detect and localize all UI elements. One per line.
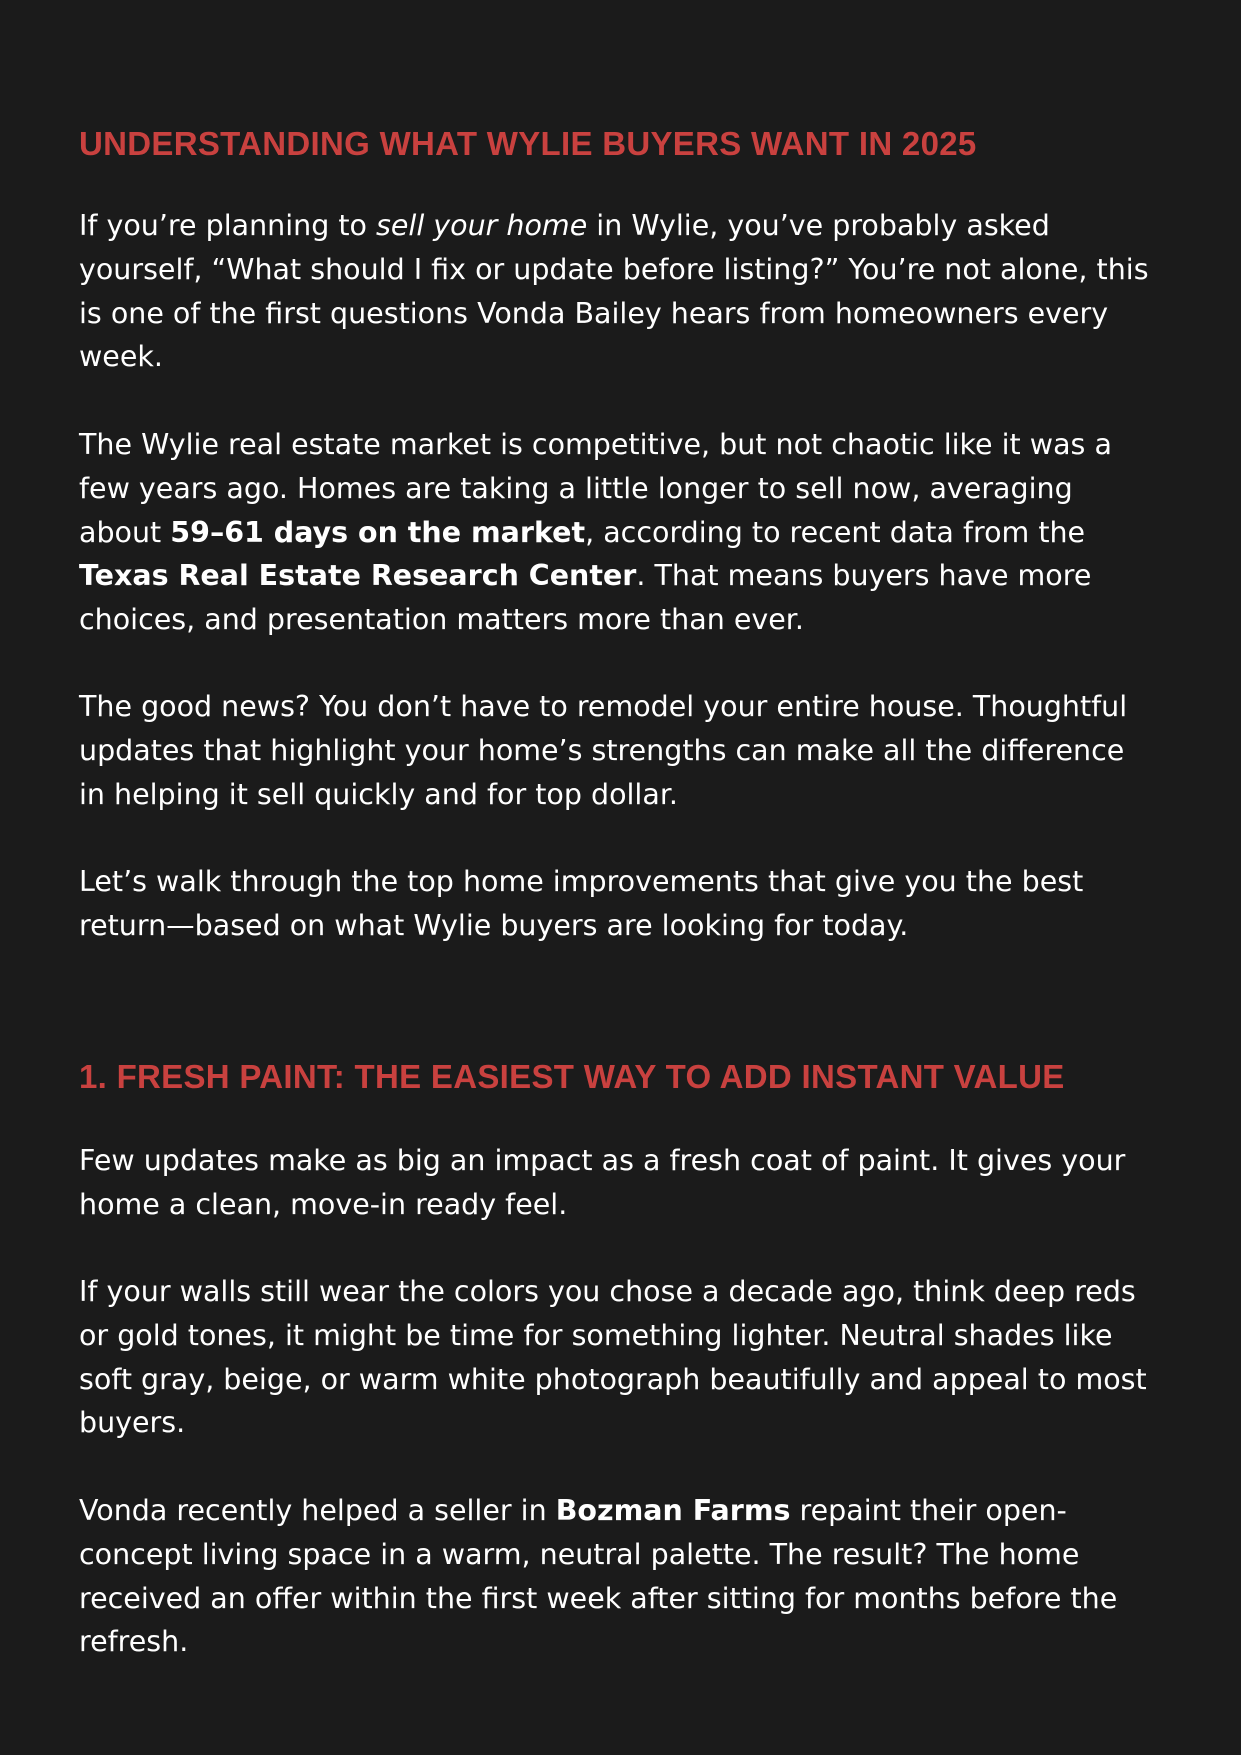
text-line: in helping it sell quickly and for top dollar.	[79, 777, 678, 811]
text-line: Let’s walk through the top home improvements that give you the best	[79, 865, 1084, 898]
neutral-colors-paragraph	[79, 1270, 1147, 1445]
market-paragraph	[79, 423, 1112, 642]
text-line: soft gray, beige, or warm white photograph beautifully and appeal to most	[79, 1362, 1147, 1396]
text-line: Few updates make as big an impact as a fresh coat of paint. It gives your	[79, 1144, 1126, 1177]
text-line: The good news? You don’t have to remodel your entire house. Thoughtful	[79, 690, 1128, 723]
text-run: . That means buyers have more	[636, 559, 1092, 593]
section-heading-buyers-2025: UNDERSTANDING WHAT WYLIE BUYERS WANT IN 2025	[79, 125, 977, 162]
text-line: yourself, “What should I fix or update before listing?” You’re not alone, this	[79, 252, 1149, 286]
text-run: about	[79, 515, 171, 549]
section-heading-fresh-paint: 1. FRESH PAINT: THE EASIEST WAY TO ADD INSTANT VALUE	[79, 1058, 1065, 1095]
text-run: Vonda recently helped a seller in	[79, 1494, 556, 1527]
text-line: received an offer within the first week after sitting for months before the	[79, 1581, 1118, 1615]
bozman-farms-paragraph	[79, 1489, 1117, 1664]
intro-paragraph	[79, 204, 1149, 379]
bold-research-center: Texas Real Estate Research Center	[79, 559, 637, 593]
paint-impact-paragraph	[79, 1139, 1125, 1227]
text-line: refresh.	[79, 1625, 189, 1659]
text-run: If you’re planning to	[79, 209, 377, 242]
text-line: concept living space in a warm, neutral palette. The result? The home	[79, 1537, 1080, 1571]
text-line: updates that highlight your home’s strengths can make all the difference	[79, 733, 1125, 767]
bold-bozman-farms: Bozman Farms	[555, 1494, 791, 1527]
text-line: The Wylie real estate market is competitive, but not chaotic like it was a	[79, 428, 1112, 461]
emphasis-sell-your-home: sell your home	[376, 209, 588, 242]
text-line: week.	[79, 340, 163, 374]
text-line: home a clean, move-in ready feel.	[79, 1187, 568, 1221]
text-run: in Wylie, you’ve probably asked	[587, 209, 1050, 242]
text-line: or gold tones, it might be time for something lighter. Neutral shades like	[79, 1318, 1113, 1352]
walkthrough-paragraph	[79, 860, 1083, 948]
text-line: buyers.	[79, 1406, 186, 1440]
text-line: return—based on what Wylie buyers are looking for today.	[79, 908, 909, 942]
text-run: , according to recent data from the	[585, 515, 1086, 549]
text-line: If your walls still wear the colors you chose a decade ago, think deep reds	[79, 1275, 1136, 1308]
text-run: repaint their open-	[790, 1494, 1067, 1527]
bold-days-on-market: 59–61 days on the market	[170, 515, 586, 549]
text-line: choices, and presentation matters more than ever.	[79, 603, 804, 637]
good-news-paragraph	[79, 685, 1127, 816]
text-line: few years ago. Homes are taking a little longer to sell now, averaging	[79, 471, 1073, 505]
text-line: is one of the first questions Vonda Bailey hears from homeowners every	[79, 296, 1109, 330]
